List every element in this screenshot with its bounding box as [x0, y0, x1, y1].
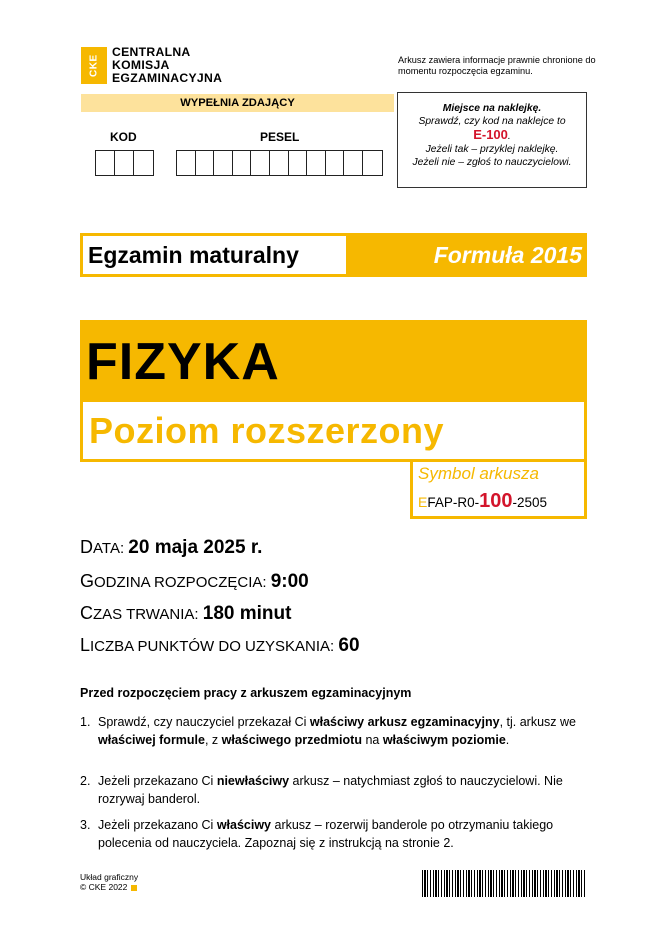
bold-run: właściwy — [216, 818, 272, 832]
legal-notice: Arkusz zawiera informacje prawnie chronione do momentu rozpoczęcia egzaminu. — [398, 55, 596, 76]
kod-digit-box[interactable] — [134, 151, 153, 175]
instruction-text — [98, 772, 578, 808]
date-label-initial: D — [80, 537, 93, 557]
symbol-suffix: -2505 — [512, 495, 548, 510]
symbol-prefix-e: E — [418, 494, 428, 510]
duration-value: 180 minut — [202, 603, 292, 624]
pesel-label: PESEL — [260, 130, 300, 144]
footer-square-icon — [131, 885, 137, 891]
sticker-yes-text: Jeżeli tak – przyklej naklejkę. — [425, 144, 559, 155]
start-label: ODZINA ROZPOCZĘCIA — [94, 574, 263, 591]
pesel-digit-box[interactable] — [344, 151, 363, 175]
points-label-initial: L — [80, 635, 91, 655]
text-run: . — [505, 733, 510, 747]
instruction-text — [98, 713, 578, 749]
bold-run: właściwy arkusz egzaminacyjny — [309, 715, 500, 729]
text-run: arkusz – rozerwij banderole po otrzymaniu takiego polecenia od nauczyciela. Zapoznaj się z instrukcją na stronie 2. — [98, 818, 554, 850]
subject-name: FIZYKA — [86, 333, 280, 391]
logo-line-3: EGZAMINACYJNA — [112, 71, 223, 85]
kod-digit-box[interactable] — [96, 151, 115, 175]
symbol-prefix: FAP-R0- — [427, 495, 480, 510]
pesel-digit-box[interactable] — [270, 151, 289, 175]
text-run: Sprawdź, czy nauczyciel przekazał Ci — [98, 715, 310, 729]
text-run: Jeżeli przekazano Ci — [98, 818, 217, 832]
bold-run: właściwym poziomie — [382, 733, 506, 747]
subject-level: Poziom rozszerzony — [89, 410, 445, 451]
text-run: , z — [204, 733, 222, 747]
points-label: ICZBA PUNKTÓW DO UZYSKANIA — [90, 638, 331, 655]
logo-line-2: KOMISJA — [112, 58, 170, 72]
points-value: 60 — [338, 635, 360, 656]
sticker-box[interactable] — [397, 92, 587, 188]
pesel-digit-box[interactable] — [196, 151, 215, 175]
pesel-digit-box[interactable] — [363, 151, 382, 175]
cke-logo-abbrev: CKE — [88, 54, 100, 77]
points-line: LICZBA PUNKTÓW DO UZYSKANIA: 60 — [80, 635, 360, 656]
text-run: , tj. arkusz we — [499, 715, 576, 729]
date-label: ATA — [93, 540, 120, 557]
pesel-digit-box[interactable] — [233, 151, 252, 175]
bold-run: właściwej formule — [98, 733, 205, 747]
instructions-heading: Przed rozpoczęciem pracy z arkuszem egzaminacyjnym — [80, 686, 412, 700]
fill-in-band: WYPEŁNIA ZDAJĄCY — [81, 94, 394, 112]
pesel-digit-box[interactable] — [177, 151, 196, 175]
symbol-number: 100 — [479, 490, 513, 512]
instruction-number: 3. — [80, 818, 91, 832]
sticker-code: E-100 — [473, 127, 508, 142]
footer-layout-label: Układ graficzny — [80, 872, 139, 882]
pesel-digit-box[interactable] — [251, 151, 270, 175]
barcode — [422, 870, 587, 897]
start-label-initial: G — [80, 571, 95, 591]
sticker-title: Miejsce na naklejkę. — [442, 103, 542, 114]
sticker-check-text: Sprawdź, czy kod na naklejce to — [418, 116, 566, 127]
sticker-code-suffix: . — [507, 131, 511, 142]
instruction-text — [98, 816, 578, 852]
instruction-number: 2. — [80, 774, 91, 788]
exam-title: Egzamin maturalny — [83, 236, 346, 274]
bold-run: niewłaściwy — [216, 774, 290, 788]
kod-label: KOD — [110, 130, 137, 144]
exam-formula: Formuła 2015 — [433, 241, 582, 268]
cke-logo-text — [112, 46, 222, 85]
duration-label: ZAS TRWANIA — [93, 606, 195, 623]
kod-field[interactable] — [95, 150, 154, 176]
bold-run: właściwego przedmiotu — [221, 733, 362, 747]
date-line: DATA: 20 maja 2025 r. — [80, 537, 263, 558]
duration-label-initial: C — [80, 603, 93, 623]
symbol-code — [418, 489, 547, 515]
kod-digit-box[interactable] — [115, 151, 134, 175]
pesel-digit-box[interactable] — [307, 151, 326, 175]
sticker-no-text: Jeżeli nie – zgłoś to nauczycielowi. — [412, 157, 572, 168]
logo-line-1: CENTRALNA — [112, 45, 191, 59]
start-time-line: GODZINA ROZPOCZĘCIA: 9:00 — [80, 571, 309, 592]
instruction-number: 1. — [80, 715, 91, 729]
text-run: Jeżeli przekazano Ci — [98, 774, 217, 788]
text-run: na — [361, 733, 383, 747]
text-run: arkusz – natychmiast zgłoś to nauczycielowi. Nie rozrywaj banderol. — [98, 774, 563, 806]
pesel-digit-box[interactable] — [289, 151, 308, 175]
pesel-digit-box[interactable] — [326, 151, 345, 175]
start-value: 9:00 — [270, 571, 309, 592]
pesel-field[interactable] — [176, 150, 383, 176]
pesel-digit-box[interactable] — [214, 151, 233, 175]
symbol-label: Symbol arkusza — [418, 464, 539, 483]
footer-credits — [80, 872, 138, 892]
duration-line: CZAS TRWANIA: 180 minut — [80, 603, 292, 624]
date-value: 20 maja 2025 r. — [128, 537, 263, 558]
footer-copyright: © CKE 2022 — [80, 882, 128, 892]
